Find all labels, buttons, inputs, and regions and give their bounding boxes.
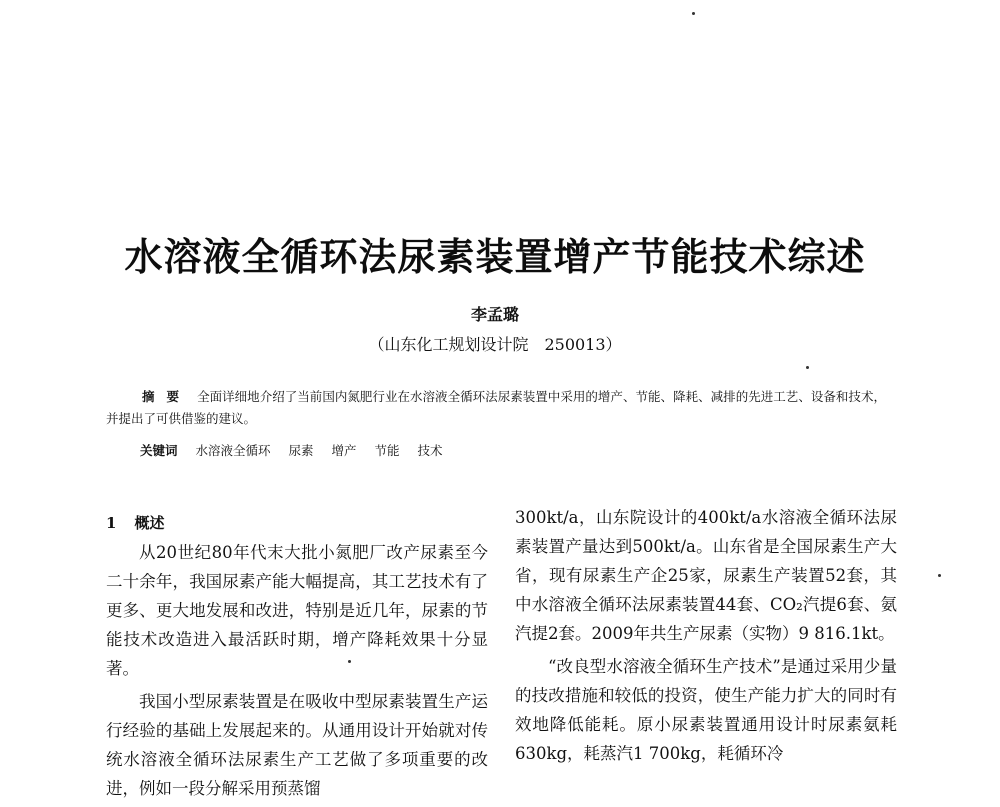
keyword-item: 技术 [417,443,443,458]
body-paragraph: “改良型水溶液全循环生产技术”是通过采用少量的技改措施和较低的投资，使生产能力扩大的同时有效地降低能耗。原小尿素装置通用设计时尿素氨耗630kg，耗蒸汽1 700kg，耗循环冷 [515,657,897,763]
section-number: 1 [106,514,117,532]
keywords [140,440,880,462]
author-affiliation: （山东化工规划设计院 250013） [368,335,622,354]
left-column [106,509,488,807]
keyword-item: 节能 [374,443,400,458]
paper-title: 水溶液全循环法尿素装置增产节能技术综述 [124,234,866,279]
body-paragraph: 300kt/a，山东院设计的400kt/a水溶液全循环法尿素装置产量达到500kt/a。山东省是全国尿素生产大省，现有尿素生产企25家，尿素生产装置52套，其中水溶液全循环法尿素装置44套、CO₂汽提6套、氨汽提2套。2009年共生产尿素（实物）9 816.1kt。 [515,508,897,643]
right-column [515,503,897,772]
body-paragraph: 我国小型尿素装置是在吸收中型尿素装置生产运行经验的基础上发展起来的。从通用设计开始就对传统水溶液全循环法尿素生产工艺做了多项重要的改进，例如一段分解采用预蒸馏 [106,692,488,798]
keywords-label: 关键词 [140,443,178,458]
abstract-text: 全面详细地介绍了当前国内氮肥行业在水溶液全循环法尿素装置中采用的增产、节能、降耗、减排的先进工艺、设备和技术，并提出了可供借鉴的建议。 [106,389,886,426]
section-heading [106,509,488,537]
abstract-label: 摘要 [142,389,192,404]
scan-speck [692,12,695,15]
scan-speck [806,366,809,369]
author-name: 李孟璐 [470,305,519,324]
body-paragraph: 从20世纪80年代末大批小氮肥厂改产尿素至今二十余年，我国尿素产能大幅提高，其工艺技术有了更多、更大地发展和改进，特别是近几年，尿素的节能技术改造进入最活跃时期，增产降耗效果十分显著。 [106,543,488,678]
keyword-item: 尿素 [288,443,314,458]
section-title: 概述 [134,514,165,532]
keyword-item: 水溶液全循环 [195,443,271,458]
scan-speck [938,574,941,577]
abstract [106,386,886,430]
keyword-item: 增产 [331,443,357,458]
